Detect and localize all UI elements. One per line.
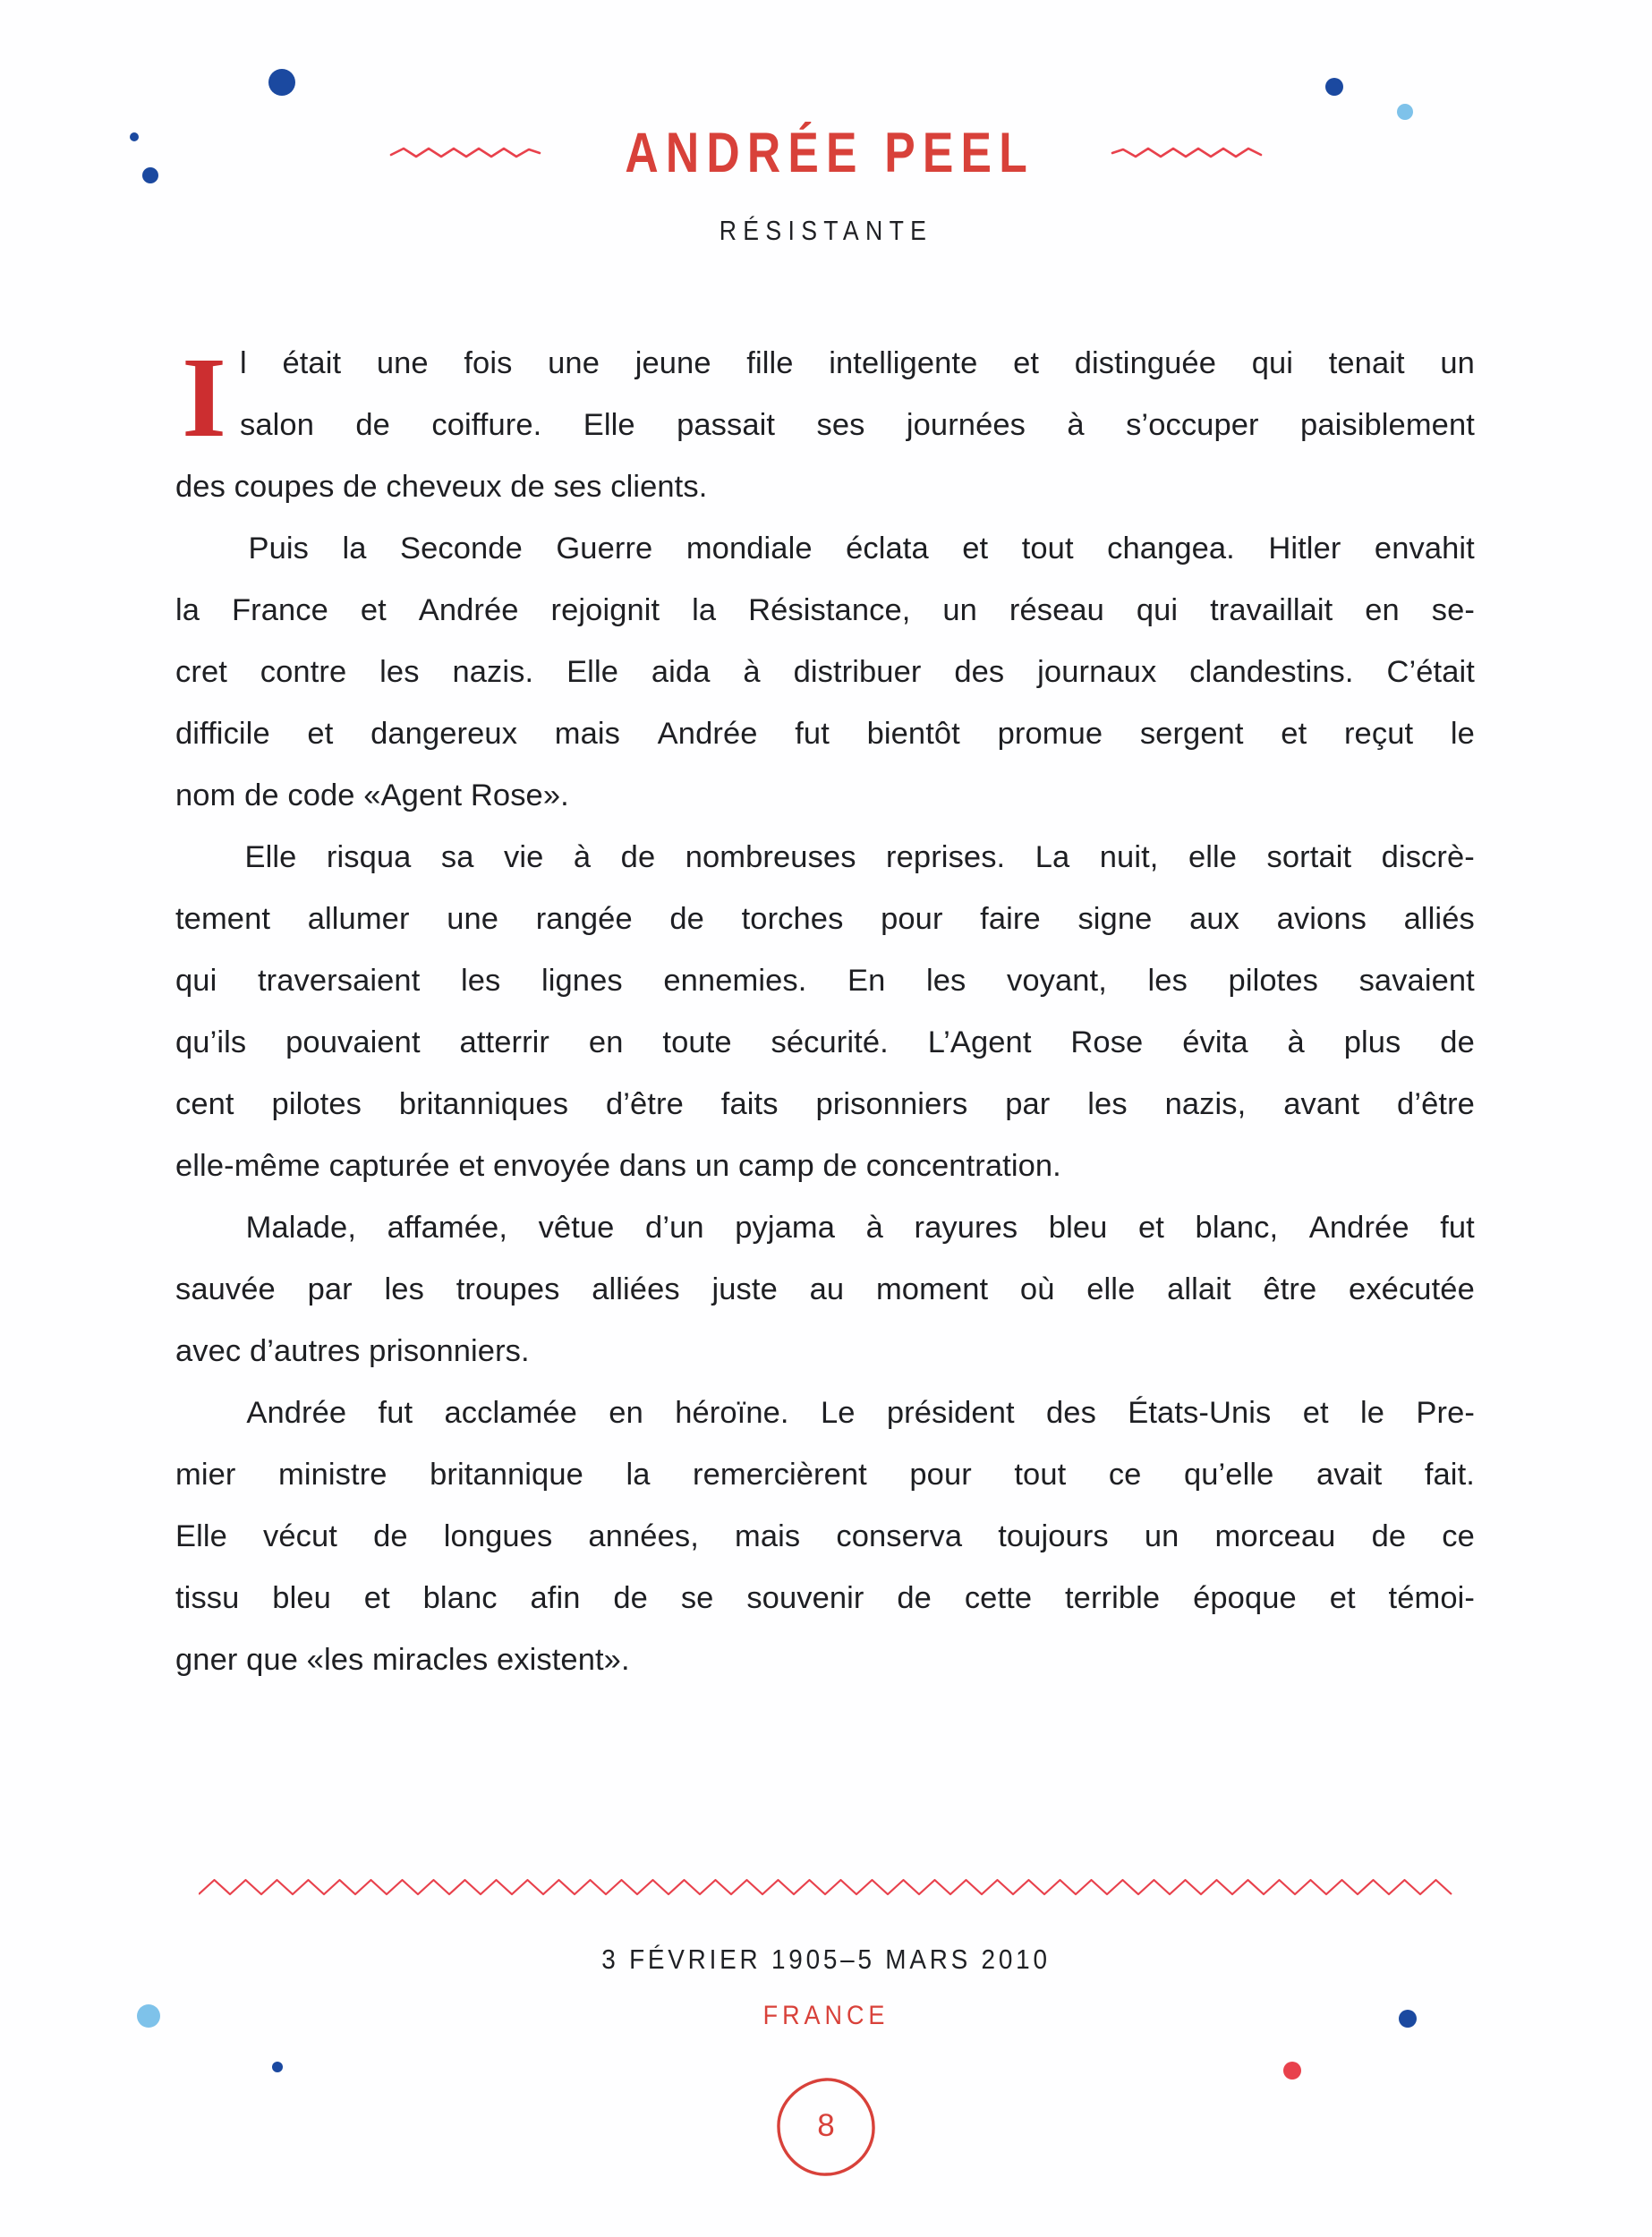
text-line: tissu bleu et blanc afin de se souvenir de cette terrible époque et témoi- <box>175 1581 1475 1615</box>
dot-bottom-left-small <box>272 2062 283 2072</box>
text-line: salon de coiffure. Elle passait ses journées à s’occuper paisiblement <box>240 408 1475 442</box>
text-line: Andrée fut acclamée en héroïne. Le président des États-Unis et le Pre- <box>246 1396 1475 1430</box>
wavy-rule-right-icon <box>1111 143 1263 163</box>
text-line: qu’ils pouvaient atterrir en toute sécurité. L’Agent Rose évita à plus de <box>175 1025 1475 1059</box>
text-line: nom de code «Agent Rose». <box>175 778 569 812</box>
text-line: la France et Andrée rejoignit la Résistance, un réseau qui travaillait en se- <box>175 593 1475 627</box>
text-line: difficile et dangereux mais Andrée fut bientôt promue sergent et reçut le <box>175 717 1475 751</box>
page-number: 8 <box>817 2108 835 2143</box>
page-title: ANDRÉE PEEL <box>625 121 1035 184</box>
zigzag-rule-footer-icon <box>199 1876 1455 1899</box>
dot-bottom-right-red <box>1283 2062 1301 2080</box>
text-line: Elle vécut de longues années, mais conserva toujours un morceau de ce <box>175 1519 1475 1553</box>
drop-cap: I <box>182 334 226 461</box>
wavy-rule-left-icon <box>389 143 541 163</box>
text-line: sauvée par les troupes alliées juste au moment où elle allait être exécutée <box>175 1272 1475 1306</box>
country-label: FRANCE <box>762 2001 890 2030</box>
text-line: gner que «les miracles existent». <box>175 1643 630 1677</box>
text-line: l était une fois une jeune fille intelligente et distinguée qui tenait un <box>240 346 1475 380</box>
dot-top-right-medium <box>1325 78 1343 96</box>
page-subtitle: RÉSISTANTE <box>719 215 933 246</box>
text-line: mier ministre britannique la remercièrent pour tout ce qu’elle avait fait. <box>175 1458 1475 1492</box>
text-line: Malade, affamée, vêtue d’un pyjama à rayures bleu et blanc, Andrée fut <box>245 1211 1475 1245</box>
paragraph-stack <box>175 333 1475 1691</box>
text-line: cent pilotes britanniques d’être faits prisonniers par les nazis, avant d’être <box>175 1087 1475 1121</box>
dot-top-left-large <box>268 69 295 96</box>
page-number-badge <box>773 2074 879 2180</box>
text-line: cret contre les nazis. Elle aida à distribuer des journaux clandestins. C’était <box>175 655 1475 689</box>
article-body <box>175 333 1475 1691</box>
text-line: des coupes de cheveux de ses clients. <box>175 470 708 504</box>
text-line: Puis la Seconde Guerre mondiale éclata et tout changea. Hitler envahit <box>248 532 1475 566</box>
text-line: tement allumer une rangée de torches pour faire signe aux avions alliés <box>175 902 1475 936</box>
text-line: elle-même capturée et envoyée dans un camp de concentration. <box>175 1149 1061 1183</box>
text-line: qui traversaient les lignes ennemies. En les voyant, les pilotes savaient <box>175 964 1475 998</box>
text-line: avec d’autres prisonniers. <box>175 1334 530 1368</box>
page-header <box>0 115 1652 247</box>
life-dates: 3 FÉVRIER 1905–5 MARS 2010 <box>601 1944 1051 1975</box>
title-row <box>0 115 1652 191</box>
text-line: Elle risqua sa vie à de nombreuses reprises. La nuit, elle sortait discrè- <box>244 840 1475 874</box>
